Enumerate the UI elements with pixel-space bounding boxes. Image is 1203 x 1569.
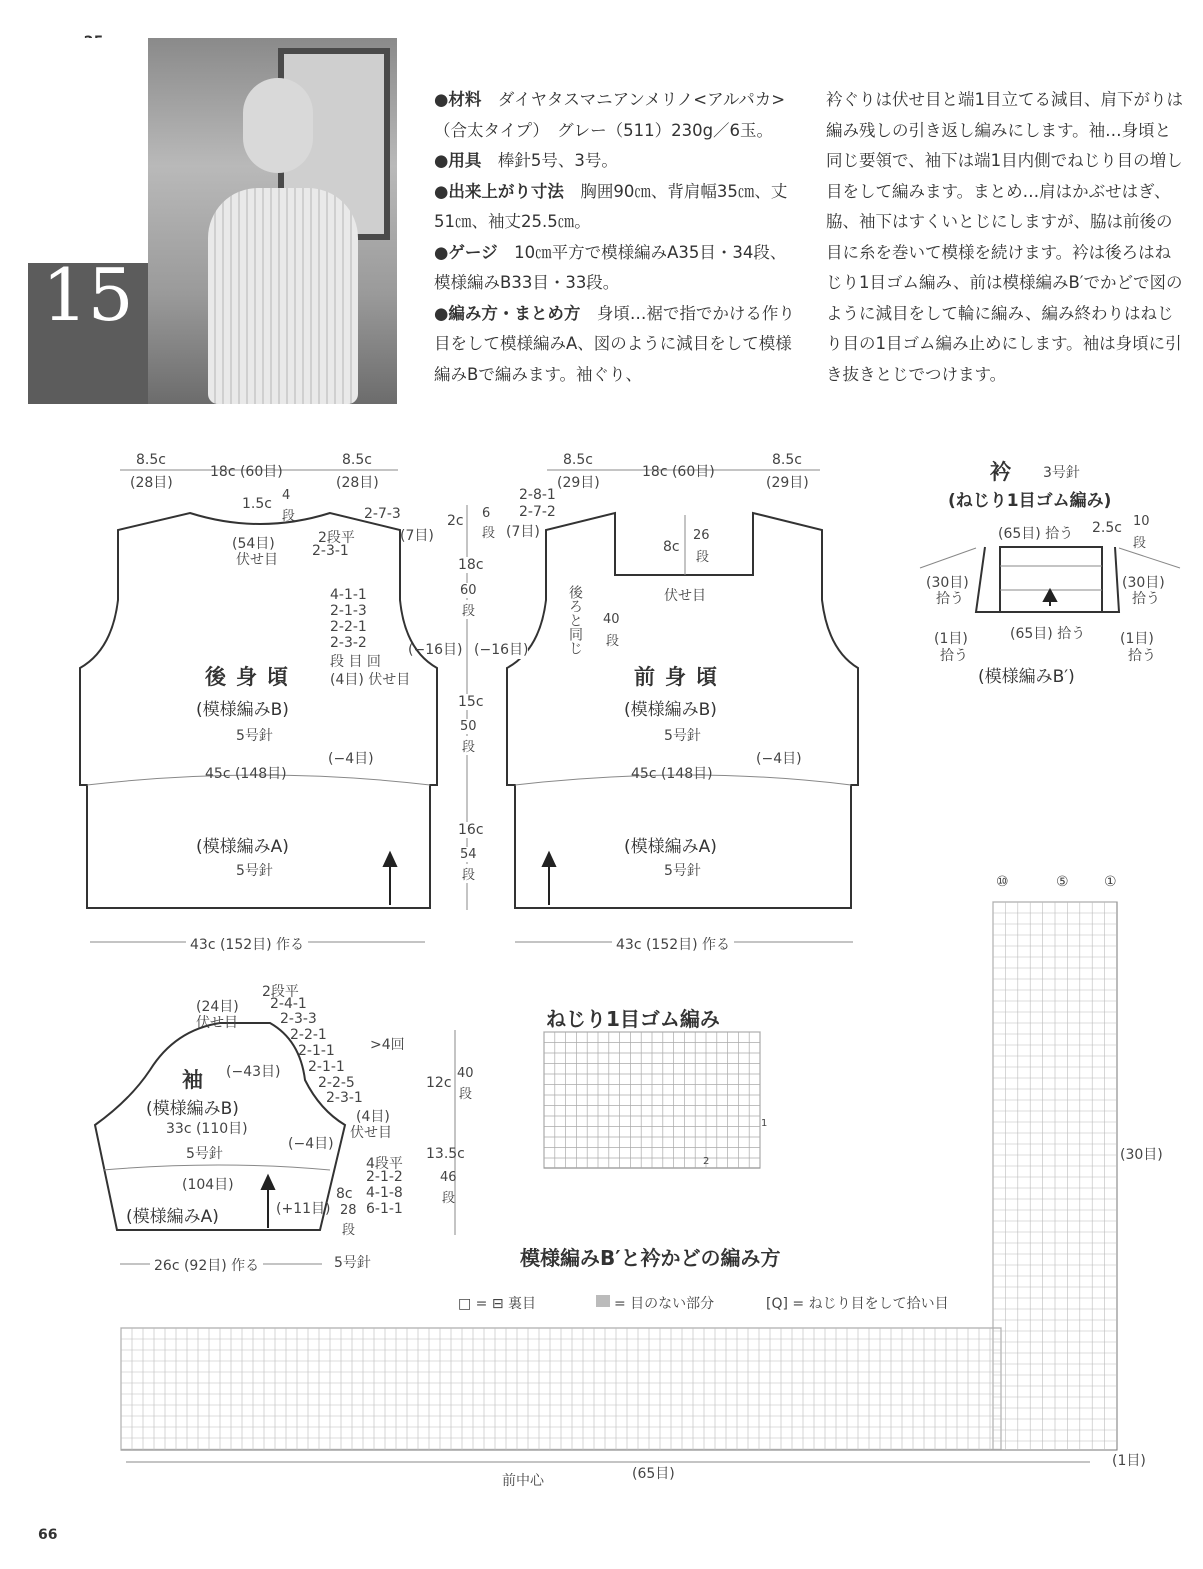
dim-16c: 16c	[458, 822, 484, 838]
legend-no-stitch-swatch	[596, 1295, 610, 1307]
front-top-dim-left: 8.5c	[563, 452, 593, 468]
tools-text: 棒針5号、3号。	[497, 151, 618, 170]
rib-chart-row-mark: 1	[761, 1118, 768, 1129]
back-armhole-step-4: 2-3-2	[330, 635, 367, 651]
col-mark-5: ⑤	[1056, 874, 1069, 890]
front-center: 前中心	[502, 1473, 544, 1489]
sleeve-upper-pattern: (模様編みB)	[146, 1099, 239, 1119]
front-shoulder-sts: (7目)	[506, 524, 540, 540]
back-armhole-step-3: 2-2-1	[330, 619, 367, 635]
sleeve-cap-step-6: 2-1-1	[308, 1059, 345, 1075]
sleeve-cap-step-2: 2-4-1	[270, 996, 307, 1012]
corner-count: (1目)	[1112, 1453, 1146, 1469]
back-needle: 5号針	[236, 728, 273, 744]
collar-right-corner-pickup: 拾う	[1128, 648, 1156, 664]
front-lower-needle: 5号針	[664, 863, 701, 879]
collar-side-unit: 段	[1133, 536, 1147, 551]
front-top-sts-left: (29目)	[557, 475, 600, 491]
collar-right-pickup: 拾う	[1132, 591, 1160, 607]
collar-right-sts: (30目)	[1122, 575, 1165, 591]
back-width: 45c (148目)	[205, 766, 287, 782]
sleeve-cuff-dim: 8c	[336, 1186, 353, 1202]
collar-side-dim: 2.5c	[1092, 520, 1122, 536]
collar-pickup-front: (65目) 拾う	[1010, 626, 1086, 642]
sleeve-lower-width: (104目)	[182, 1177, 234, 1193]
sleeve-cap-top-bind: 伏せ目	[196, 1015, 238, 1031]
back-neck-sts: (54目)	[232, 536, 275, 552]
dim-15c: 15c	[458, 694, 484, 710]
back-armhole-step-1: 4-1-1	[330, 587, 367, 603]
sleeve-cuff-rows: 28	[340, 1203, 357, 1218]
front-dec: (−4目)	[756, 751, 802, 767]
sleeve-side-rows: 46	[440, 1170, 457, 1185]
back-top-dim-center: 18c (60目)	[210, 464, 283, 480]
dim-15c-unit: 段	[462, 736, 475, 755]
back-neck-dec-2: 2-3-1	[312, 543, 349, 559]
size-key: ●出来上がり寸法	[434, 181, 564, 201]
dim-18c-rows: 60	[460, 583, 477, 598]
gauge-text: 10㎝平方で模様編みA35目・34段、模様編みB33目・33段。	[434, 242, 787, 292]
collar-pattern: (ねじり1目ゴム編み)	[948, 491, 1112, 511]
sleeve-cap-rows: 40	[457, 1066, 474, 1081]
dim-18c-unit: 段	[462, 600, 475, 619]
page-number: 66	[38, 1527, 58, 1543]
dim-15c-rows: 50	[460, 719, 477, 734]
sleeve-cap-step-4: 2-2-1	[290, 1027, 327, 1043]
front-title: 前身頃	[634, 665, 727, 689]
front-neck-bind: 伏せ目	[664, 588, 706, 604]
materials-key: ●材料	[434, 90, 482, 109]
back-armhole-step-2: 2-1-3	[330, 603, 367, 619]
back-neck-bind: 伏せ目	[236, 552, 278, 568]
method-key: ●編み方・まとめ方	[434, 303, 581, 323]
back-top-sts-right: (28目)	[336, 475, 379, 491]
sleeve-cap-dec: (−43目)	[226, 1064, 281, 1080]
sleeve-cap-step-5: 2-1-1	[298, 1043, 335, 1059]
right-count: (30目)	[1120, 1144, 1163, 1164]
sleeve-cap-bind: 伏せ目	[350, 1125, 392, 1141]
front-top-dim-center: 18c (60目)	[642, 464, 715, 480]
collar-side-rows: 10	[1133, 514, 1150, 529]
collar-title: 衿	[990, 460, 1011, 484]
gauge-key: ●ゲージ	[434, 242, 498, 262]
sleeve-cap-height: 12c	[426, 1075, 452, 1091]
rib-chart-title: ねじり1目ゴム編み	[546, 1007, 720, 1031]
sleeve-cuff-unit: 段	[342, 1223, 356, 1238]
dim-18c: 18c	[458, 557, 484, 573]
back-dec: (−4目)	[328, 751, 374, 767]
collar-needle: 3号針	[1043, 465, 1080, 481]
sleeve-inc: (+11目)	[276, 1201, 331, 1217]
front-neck-rows: 26	[693, 528, 710, 543]
back-armhole-bind: (4目) 伏せ目	[330, 672, 411, 688]
collar-left-corner-sts: (1目)	[934, 631, 968, 647]
back-shoulder-rows: 4	[282, 488, 291, 503]
col-mark-10: ⑩	[996, 874, 1009, 890]
front-top-dim-right: 8.5c	[772, 452, 802, 468]
dim-2c-unit: 段	[482, 526, 496, 541]
back-shoulder-unit: 段	[282, 509, 296, 524]
pattern-number: 15	[42, 253, 134, 337]
dim-16c-rows: 54	[460, 847, 477, 862]
dim-2c-rows: 6	[482, 506, 491, 521]
dim-2c: 2c	[447, 513, 464, 529]
back-title: 後身頃	[205, 665, 298, 689]
legend-twisted-pickup: [Q] = ねじり目をして拾い目	[766, 1296, 949, 1312]
front-cast-on: 43c (152目) 作る	[612, 934, 734, 954]
collar-left-sts: (30目)	[926, 575, 969, 591]
sleeve-cast-on: 26c (92目) 作る	[150, 1255, 263, 1275]
collar-left-corner-pickup: 拾う	[940, 648, 968, 664]
sleeve-cap-step-3: 2-3-3	[280, 1011, 317, 1027]
back-shoulder-dim: 1.5c	[242, 496, 272, 512]
sleeve-side-unit: 段	[442, 1191, 456, 1206]
sleeve-side-step-1: 4段平	[366, 1156, 403, 1172]
legend-purl: □ = ⊟ 裏目	[458, 1296, 537, 1312]
method-text: 身頃…裾で指でかける作り目をして模様編みA、図のように減目をして模様編みBで編みます。袖ぐり、	[434, 303, 795, 384]
sleeve-cuff-needle: 5号針	[334, 1255, 371, 1271]
front-neck-depth: 8c	[663, 539, 680, 555]
size-text: 胸囲90㎝、背肩幅35㎝、丈51㎝、袖丈25.5㎝。	[434, 181, 788, 231]
back-cast-on: 43c (152目) 作る	[186, 934, 308, 954]
back-upper-pattern: (模様編みB)	[196, 700, 289, 720]
collar-pickup-back: (65目) 拾う	[998, 526, 1074, 542]
front-upper-pattern: (模様編みB)	[624, 700, 717, 720]
col-mark-1: ①	[1104, 874, 1117, 890]
method-continued-text: 衿ぐりは伏せ目と端1目立てる減目、肩下がりは編み残しの引き返し編みにします。袖…身頃と同じ要領で、袖下は端1目内側でねじり目の増し目をして編みます。まとめ…肩はかぶせはぎ、脇、袖下はすくいとじにしますが、脇は前後の目に糸を巻いて模様を続けます。衿は後ろはねじり1目ゴム編み、前は模様編みB′でかどで図のように減目をして輪に編み、編み終わりはねじり目の1目ゴム編み止めにします。袖は身頃に引き抜きとじでつけます。	[826, 90, 1183, 384]
sleeve-cap-step-8: 2-3-1	[326, 1090, 363, 1106]
front-side-rows: 40	[603, 612, 620, 627]
sleeve-needle: 5号針	[186, 1146, 223, 1162]
back-lower-needle: 5号針	[236, 863, 273, 879]
sleeve-side-step-3: 4-1-8	[366, 1185, 403, 1201]
dim-16c-unit: 段	[462, 864, 475, 883]
front-shoulder-step-2: 2-7-2	[519, 504, 556, 520]
back-lower-pattern: (模様編みA)	[196, 837, 289, 857]
back-shoulder-step-2: (7目)	[400, 528, 434, 544]
back-top-sts-left: (28目)	[130, 475, 173, 491]
bottom-count: (65目)	[628, 1463, 679, 1483]
pattern-chart-title: 模様編みB′と衿かどの編み方	[520, 1246, 781, 1270]
legend-no-stitch: = 目のない部分	[614, 1296, 715, 1312]
back-armhole-dec: (−16目)	[408, 642, 463, 658]
sleeve-dec: (−4目)	[288, 1136, 334, 1152]
sleeve-lower-pattern: (模様編みA)	[126, 1207, 219, 1227]
front-top-sts-right: (29目)	[766, 475, 809, 491]
collar-front-pattern: (模様編みB′)	[978, 667, 1075, 687]
front-neck-unit: 段	[696, 550, 710, 565]
front-same-as-back: 後ろと同じ	[567, 585, 583, 655]
collar-left-pickup: 拾う	[936, 591, 964, 607]
sleeve-cap-step-1: 2段平	[262, 984, 299, 1000]
sleeve-title: 袖	[182, 1068, 203, 1092]
rib-chart-col-mark: 2	[703, 1156, 710, 1167]
sleeve-side-step-4: 6-1-1	[366, 1201, 403, 1217]
front-armhole-dec: (−16目)	[474, 639, 528, 659]
back-top-dim-left: 8.5c	[136, 452, 166, 468]
sleeve-cap-unit: 段	[459, 1087, 473, 1102]
front-side-unit: 段	[606, 634, 620, 649]
sleeve-side-height: 13.5c	[426, 1146, 465, 1162]
back-armhole-step-5: 段 目 回	[330, 654, 381, 670]
tools-key: ●用具	[434, 151, 482, 170]
collar-right-corner-sts: (1目)	[1120, 631, 1154, 647]
back-shoulder-step-1: 2-7-3	[364, 506, 401, 522]
back-neck-dec-1: 2段平	[318, 530, 355, 546]
front-needle: 5号針	[664, 728, 701, 744]
front-lower-pattern: (模様編みA)	[624, 837, 717, 857]
sleeve-cap-top-sts: (24目)	[196, 999, 239, 1015]
materials-text: ダイヤタスマニアンメリノ<アルパカ>（合太タイプ） グレー（511）230g／6玉。	[434, 90, 786, 140]
sleeve-cap-bind-sts: (4目)	[356, 1109, 390, 1125]
sleeve-repeat: >4回	[370, 1037, 405, 1053]
sleeve-width: 33c (110目)	[166, 1121, 248, 1137]
front-shoulder-step-1: 2-8-1	[519, 487, 556, 503]
sleeve-cap-step-7: 2-2-5	[318, 1075, 355, 1091]
back-top-dim-right: 8.5c	[342, 452, 372, 468]
sleeve-side-step-2: 2-1-2	[366, 1169, 403, 1185]
front-width: 45c (148目)	[631, 766, 713, 782]
